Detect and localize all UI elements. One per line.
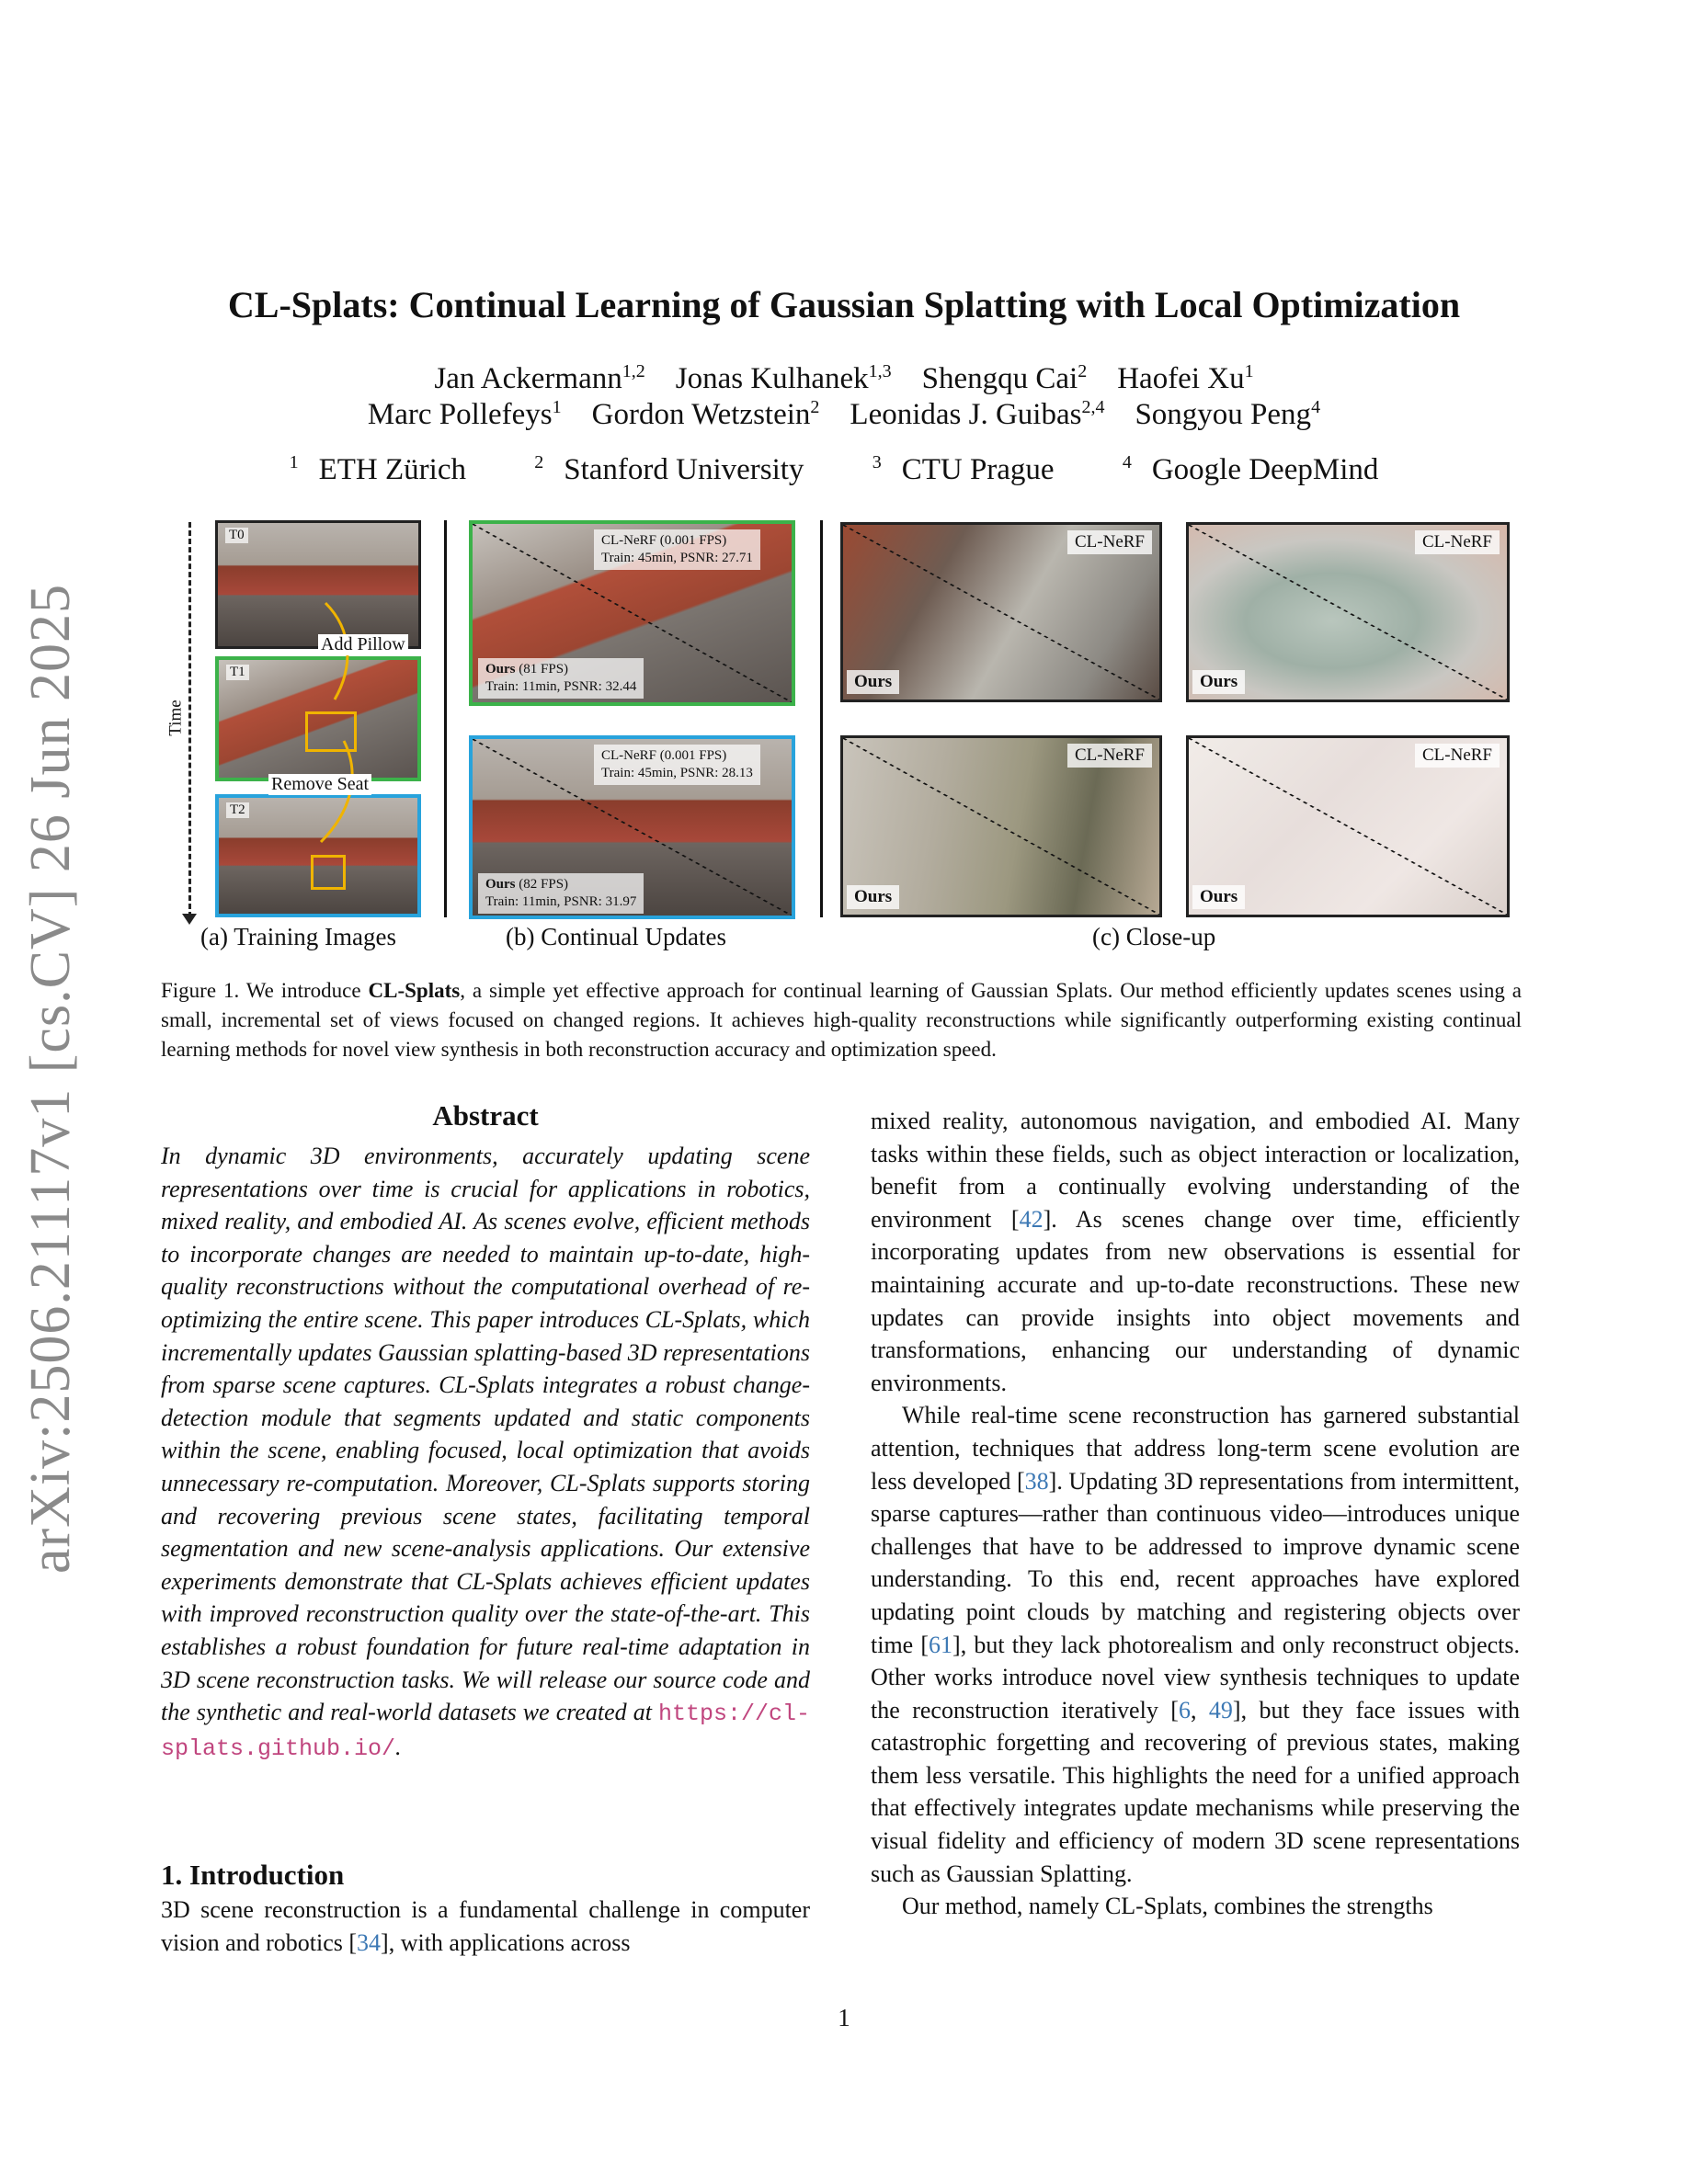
cl-nerf-label: CL-NeRF	[1067, 530, 1152, 554]
t0-label: T0	[225, 528, 248, 543]
paragraph: mixed reality, autonomous navigation, and embodied AI. Many tasks within these fields, such as object interaction or localization, benefit from a continually evolving understanding of the environment [42]. As scenes change over time, efficiently incorporating updates from new observations is essential for maintaining accurate and up-to-date reconstructions. These new updates can provide insights into object movements and transformations, enhancing our understanding of dynamic environments.	[871, 1108, 1520, 1396]
citation-link[interactable]: 6	[1178, 1696, 1191, 1723]
closeup-wall	[840, 522, 1162, 702]
closeup-door	[840, 735, 1162, 917]
change-arrows	[215, 520, 427, 925]
citation-link[interactable]: 34	[357, 1928, 382, 1956]
introduction-heading: 1. Introduction	[161, 1859, 345, 1891]
cl-nerf-label: CL-NeRF	[1415, 744, 1500, 768]
ours-stats-top: Ours (81 FPS) Train: 11min, PSNR: 32.44	[478, 658, 644, 699]
subcaption-c: (c) Close-up	[1092, 923, 1216, 950]
citation-link[interactable]: 49	[1208, 1696, 1233, 1723]
update-image-bottom	[469, 735, 795, 919]
abstract-text: In dynamic 3D environments, accurately updating scene representations over time is crucial for applications in robotics, mixed reality, and embodied AI. As scenes evolve, efficient methods to incorporate changes are needed to maintain up-to-date, high-quality reconstructions without the computational overhead of re-optimizing the entire scene. This paper introduces CL-Splats, which incrementally updates Gaussian splatting-based 3D representations from sparse scene captures. CL-Splats integrates a robust change-detection module that segments updated and static components within the scene, enabling focused, local optimization that avoids unnecessary re-computation. Moreover, CL-Splats supports storing and recovering previous scene states, facilitating temporal segmentation and new scene-analysis applications. Our extensive experiments demonstrate that CL-Splats achieves efficient updates with improved reconstruction quality over the state-of-the-art. This establishes a robust foundation for future real-time adaptation in 3D scene reconstruction tasks. We will release our source code and the synthetic and real-world datasets we created at https://cl-splats.github.io/.	[161, 1143, 810, 1762]
update-image-top	[469, 520, 795, 706]
project-link[interactable]: https://cl-splats.github.io/	[161, 1701, 810, 1762]
page-number: 1	[838, 2004, 850, 2031]
ours-stats-bottom: Ours (82 FPS) Train: 11min, PSNR: 31.97	[478, 873, 644, 914]
cl-nerf-stats-top: CL-NeRF (0.001 FPS) Train: 45min, PSNR: 27.71	[594, 529, 760, 570]
author: Songyou Peng$^4$	[1135, 397, 1321, 431]
citation-link[interactable]: 61	[929, 1631, 953, 1658]
remove-seat-label: Remove Seat	[268, 774, 371, 795]
time-axis-arrow	[182, 914, 197, 925]
figure-divider	[444, 520, 447, 917]
affiliation: $^3$ CTU Prague	[872, 452, 1055, 486]
author: Haofei Xu$^1$	[1117, 361, 1254, 395]
t2-label: T2	[226, 802, 249, 818]
affiliation: $^1$ ETH Zürich	[289, 452, 466, 486]
author: Jan Ackermann$^{1,2}$	[434, 361, 645, 395]
citation-link[interactable]: 42	[1019, 1205, 1044, 1233]
closeup-whiteboard	[1186, 735, 1510, 917]
t1-label: T1	[226, 665, 249, 680]
closeup-pillow	[1186, 522, 1510, 702]
add-pillow-label: Add Pillow	[318, 634, 408, 655]
ours-label: Ours	[847, 670, 899, 694]
cl-nerf-label: CL-NeRF	[1067, 744, 1152, 768]
ours-label: Ours	[1192, 670, 1245, 694]
author: Jonas Kulhanek$^{1,3}$	[675, 361, 892, 395]
cl-nerf-label: CL-NeRF	[1415, 530, 1500, 554]
cl-nerf-stats-bottom: CL-NeRF (0.001 FPS) Train: 45min, PSNR: 28.13	[594, 745, 760, 785]
arxiv-stamp: arXiv:2506.21117v1 [cs.CV] 26 Jun 2025	[19, 584, 82, 1574]
subcaption-b: (b) Continual Updates	[506, 923, 726, 950]
author: Marc Pollefeys$^1$	[367, 397, 562, 431]
author: Leonidas J. Guibas$^{2,4}$	[850, 397, 1105, 431]
intro-paragraph: 3D scene reconstruction is a fundamental challenge in computer vision and robotics [34], with applications across	[161, 1896, 810, 1956]
subcaption-a: (a) Training Images	[200, 923, 396, 950]
abstract-heading: Abstract	[432, 1099, 539, 1132]
author: Gordon Wetzstein$^2$	[591, 397, 820, 431]
right-column-text	[871, 1105, 1520, 1923]
time-axis-label: Time	[165, 700, 186, 736]
paragraph: While real-time scene reconstruction has garnered substantial attention, techniques that address long-term scene evolution are less developed [38]. Updating 3D representations from intermittent, sparse captures—rather than continuous video—introduces unique challenges that have to be addressed to improve dynamic scene understanding. To this end, recent approaches have explored updating point clouds by matching and registering objects over time [61], but they lack photorealism and only reconstruct objects. Other works introduce novel view synthesis techniques to update the reconstruction iteratively [6, 49], but they face issues with catastrophic forgetting and recovering of previous states, making them less versatile. This highlights the need for a unified approach that effectively integrates update mechanisms while preserving the visual fidelity and efficiency of modern 3D scene representations such as Gaussian Splatting.	[871, 1402, 1521, 1887]
paper-title: CL-Splats: Continual Learning of Gaussian Splatting with Local Optimization	[227, 284, 1461, 325]
author: Shengqu Cai$^2$	[921, 361, 1088, 395]
affiliation: $^2$ Stanford University	[534, 452, 804, 486]
ours-label: Ours	[847, 885, 899, 909]
figure-divider	[820, 520, 823, 917]
affiliation: $^4$ Google DeepMind	[1122, 452, 1379, 486]
figure-1	[0, 0, 1688, 974]
citation-link[interactable]: 38	[1024, 1467, 1049, 1495]
ours-label: Ours	[1192, 885, 1245, 909]
figure-caption: Figure 1. We introduce CL-Splats, a simple yet effective approach for continual learning of Gaussian Splats. Our method efficiently updates scenes using a small, incremental set of views focused on changed regions. It achieves high-quality reconstructions while significantly outperforming existing continual learning methods for novel view synthesis in both reconstruction accuracy and optimization speed.	[161, 979, 1522, 1061]
paragraph: Our method, namely CL-Splats, combines the strengths	[902, 1893, 1433, 1920]
time-axis	[188, 522, 195, 917]
